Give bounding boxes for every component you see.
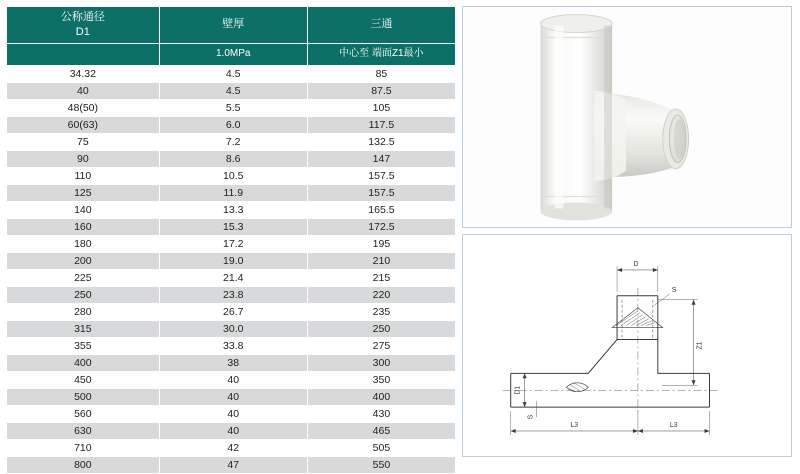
- table-cell: 355: [7, 337, 160, 354]
- table-cell: 450: [7, 371, 160, 388]
- table-cell: 235: [307, 303, 455, 320]
- table-cell: 315: [7, 320, 160, 337]
- table-cell: 33.8: [159, 337, 307, 354]
- table-row: [7, 82, 456, 99]
- table-cell: 23.8: [159, 286, 307, 303]
- table-cell: 160: [7, 218, 160, 235]
- table-cell: 47: [159, 456, 307, 473]
- table-row: [7, 422, 456, 439]
- table-cell: 505: [307, 439, 455, 456]
- column-header-nominal-diameter: [7, 7, 160, 44]
- dimension-label-d: D: [633, 260, 639, 268]
- table-body: [7, 65, 456, 473]
- table-header-row-sub: [7, 43, 456, 65]
- column-header-tee: [307, 7, 455, 44]
- table-cell: 75: [7, 133, 160, 150]
- table-cell: 15.3: [159, 218, 307, 235]
- table-cell: 40: [159, 371, 307, 388]
- product-photo-panel: [462, 6, 792, 228]
- table-cell: 8.6: [159, 150, 307, 167]
- column-subheader-blank: [7, 43, 160, 65]
- table-row: [7, 303, 456, 320]
- table-cell: 465: [307, 422, 455, 439]
- table-row: [7, 439, 456, 456]
- technical-drawing-panel: [462, 234, 792, 457]
- table-cell: 180: [7, 235, 160, 252]
- table-cell: 7.2: [159, 133, 307, 150]
- table-cell: 110: [7, 167, 160, 184]
- table-cell: 5.5: [159, 99, 307, 116]
- table-row: [7, 133, 456, 150]
- table-cell: 11.9: [159, 184, 307, 201]
- table-cell: 172.5: [307, 218, 455, 235]
- table-cell: 4.5: [159, 65, 307, 82]
- table-cell: 132.5: [307, 133, 455, 150]
- table-cell: 300: [307, 354, 455, 371]
- table-row: [7, 286, 456, 303]
- dimension-label-z1: Z1: [696, 341, 704, 350]
- table-cell: 90: [7, 150, 160, 167]
- table-cell: 350: [307, 371, 455, 388]
- table-cell: 6.0: [159, 116, 307, 133]
- table-cell: 400: [307, 388, 455, 405]
- table-cell: 560: [7, 405, 160, 422]
- table-cell: 30.0: [159, 320, 307, 337]
- table-row: [7, 201, 456, 218]
- dimension-label-l3-right: L3: [669, 422, 678, 430]
- pvc-tee-fitting-illustration: [463, 7, 791, 227]
- table-cell: 125: [7, 184, 160, 201]
- table-row: [7, 116, 456, 133]
- table-cell: 4.5: [159, 82, 307, 99]
- table-cell: 19.0: [159, 252, 307, 269]
- table-row: [7, 150, 456, 167]
- table-row: [7, 405, 456, 422]
- table-row: [7, 252, 456, 269]
- column-header-wall-thickness: [159, 7, 307, 44]
- table-cell: 710: [7, 439, 160, 456]
- table-row: [7, 218, 456, 235]
- column-header-wall-thickness-label: 壁厚: [222, 18, 245, 31]
- table-cell: 220: [307, 286, 455, 303]
- table-header: [7, 7, 456, 66]
- table-cell: 550: [307, 456, 455, 473]
- table-cell: 400: [7, 354, 160, 371]
- table-cell: 140: [7, 201, 160, 218]
- table-cell: 10.5: [159, 167, 307, 184]
- column-header-nominal-diameter-symbol: D1: [75, 25, 90, 38]
- table-cell: 38: [159, 354, 307, 371]
- table-cell: 215: [307, 269, 455, 286]
- table-cell: 165.5: [307, 201, 455, 218]
- table-row: [7, 269, 456, 286]
- table-cell: 195: [307, 235, 455, 252]
- table-cell: 250: [307, 320, 455, 337]
- table-cell: 800: [7, 456, 160, 473]
- table-cell: 26.7: [159, 303, 307, 320]
- column-header-tee-label: 三通: [370, 18, 393, 31]
- table-cell: 42: [159, 439, 307, 456]
- table-row: [7, 354, 456, 371]
- table-row: [7, 371, 456, 388]
- dimension-label-s-top: S: [671, 286, 677, 294]
- table-cell: 40: [7, 82, 160, 99]
- table-cell: 85: [307, 65, 455, 82]
- table-row: [7, 65, 456, 82]
- table-cell: 17.2: [159, 235, 307, 252]
- table-cell: 105: [307, 99, 455, 116]
- tee-dimension-drawing: [463, 235, 791, 456]
- table-row: [7, 456, 456, 473]
- column-subheader-pressure: 1.0MPa: [159, 43, 307, 65]
- table-cell: 280: [7, 303, 160, 320]
- table-cell: 250: [7, 286, 160, 303]
- table-cell: 147: [307, 150, 455, 167]
- table-cell: 60(63): [7, 116, 160, 133]
- table-row: [7, 235, 456, 252]
- table-cell: 157.5: [307, 184, 455, 201]
- table-row: [7, 167, 456, 184]
- dimension-label-l3-left: L3: [570, 422, 579, 430]
- table-cell: 40: [159, 422, 307, 439]
- dimension-label-s-left: S: [527, 414, 535, 420]
- table-row: [7, 388, 456, 405]
- table-cell: 430: [307, 405, 455, 422]
- column-header-nominal-diameter-label: 公称通径: [60, 11, 105, 23]
- dimension-label-d1: D1: [514, 385, 522, 395]
- column-subheader-center-to-end: 中心至 端面Z1最小: [307, 43, 455, 65]
- table-row: [7, 99, 456, 116]
- table-row: [7, 184, 456, 201]
- table-cell: 21.4: [159, 269, 307, 286]
- table-cell: 630: [7, 422, 160, 439]
- table-header-row-main: [7, 7, 456, 44]
- table-cell: 48(50): [7, 99, 160, 116]
- table-cell: 157.5: [307, 167, 455, 184]
- table-cell: 117.5: [307, 116, 455, 133]
- table-cell: 34.32: [7, 65, 160, 82]
- table-cell: 275: [307, 337, 455, 354]
- table-cell: 200: [7, 252, 160, 269]
- table-cell: 13.3: [159, 201, 307, 218]
- table-cell: 210: [307, 252, 455, 269]
- table-cell: 225: [7, 269, 160, 286]
- table-cell: 87.5: [307, 82, 455, 99]
- table-cell: 40: [159, 388, 307, 405]
- product-photo: [463, 7, 791, 227]
- illustration-pane: [460, 0, 800, 467]
- table-cell: 500: [7, 388, 160, 405]
- table-row: [7, 320, 456, 337]
- table-cell: 40: [159, 405, 307, 422]
- table-row: [7, 337, 456, 354]
- pipe-fitting-spec-table: [6, 6, 456, 474]
